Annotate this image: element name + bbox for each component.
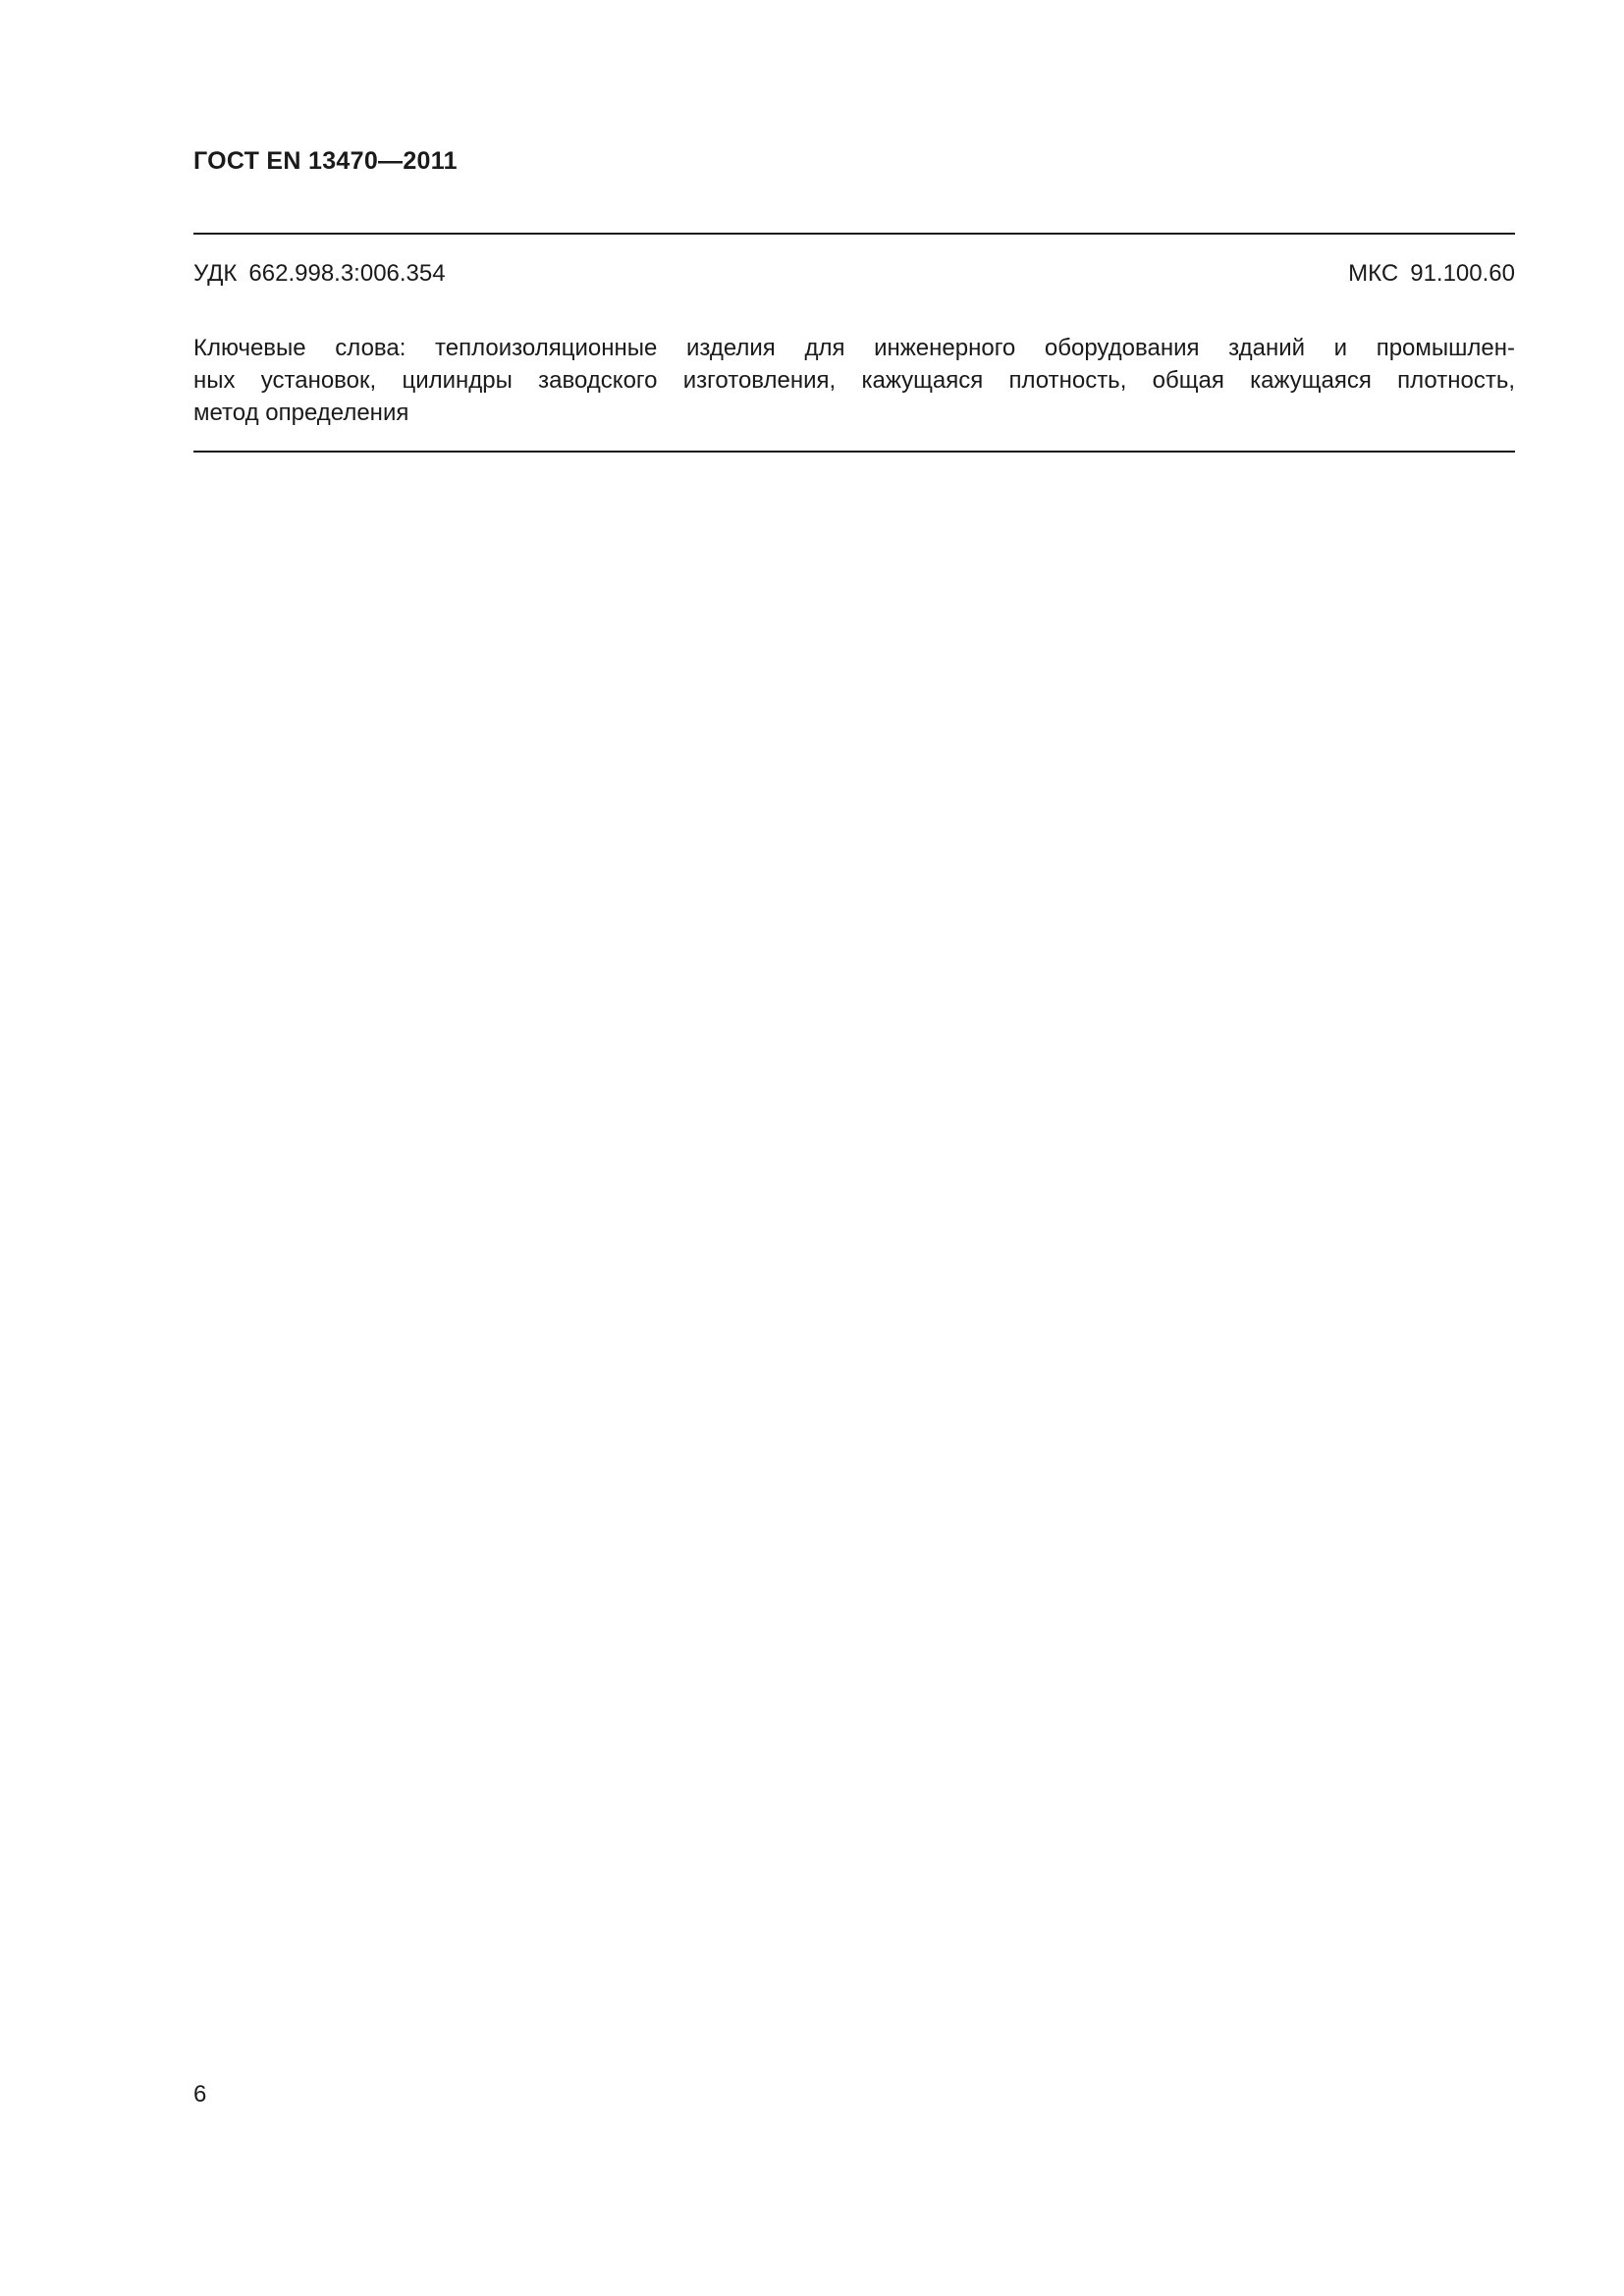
ics-block	[1348, 260, 1515, 288]
udc-block	[193, 260, 446, 288]
udc-label: УДК	[193, 260, 238, 287]
keywords-paragraph	[193, 332, 1515, 429]
top-divider	[193, 233, 1515, 235]
keywords-line: ных установок, цилиндры заводского изготовления, кажущаяся плотность, общая кажущаяся плотность,	[193, 367, 1515, 394]
keywords-line: метод определения	[193, 400, 409, 426]
classification-row	[193, 260, 1515, 288]
page-number: 6	[193, 2081, 207, 2108]
bottom-divider	[193, 451, 1515, 453]
keywords-line: Ключевые слова: теплоизоляционные изделия для инженерного оборудования зданий и промышлен-	[193, 335, 1515, 361]
ics-label: МКС	[1348, 260, 1399, 287]
udc-code: 662.998.3:006.354	[248, 260, 446, 287]
ics-code: 91.100.60	[1410, 260, 1515, 287]
standard-designation: ГОСТ EN 13470—2011	[193, 147, 458, 175]
